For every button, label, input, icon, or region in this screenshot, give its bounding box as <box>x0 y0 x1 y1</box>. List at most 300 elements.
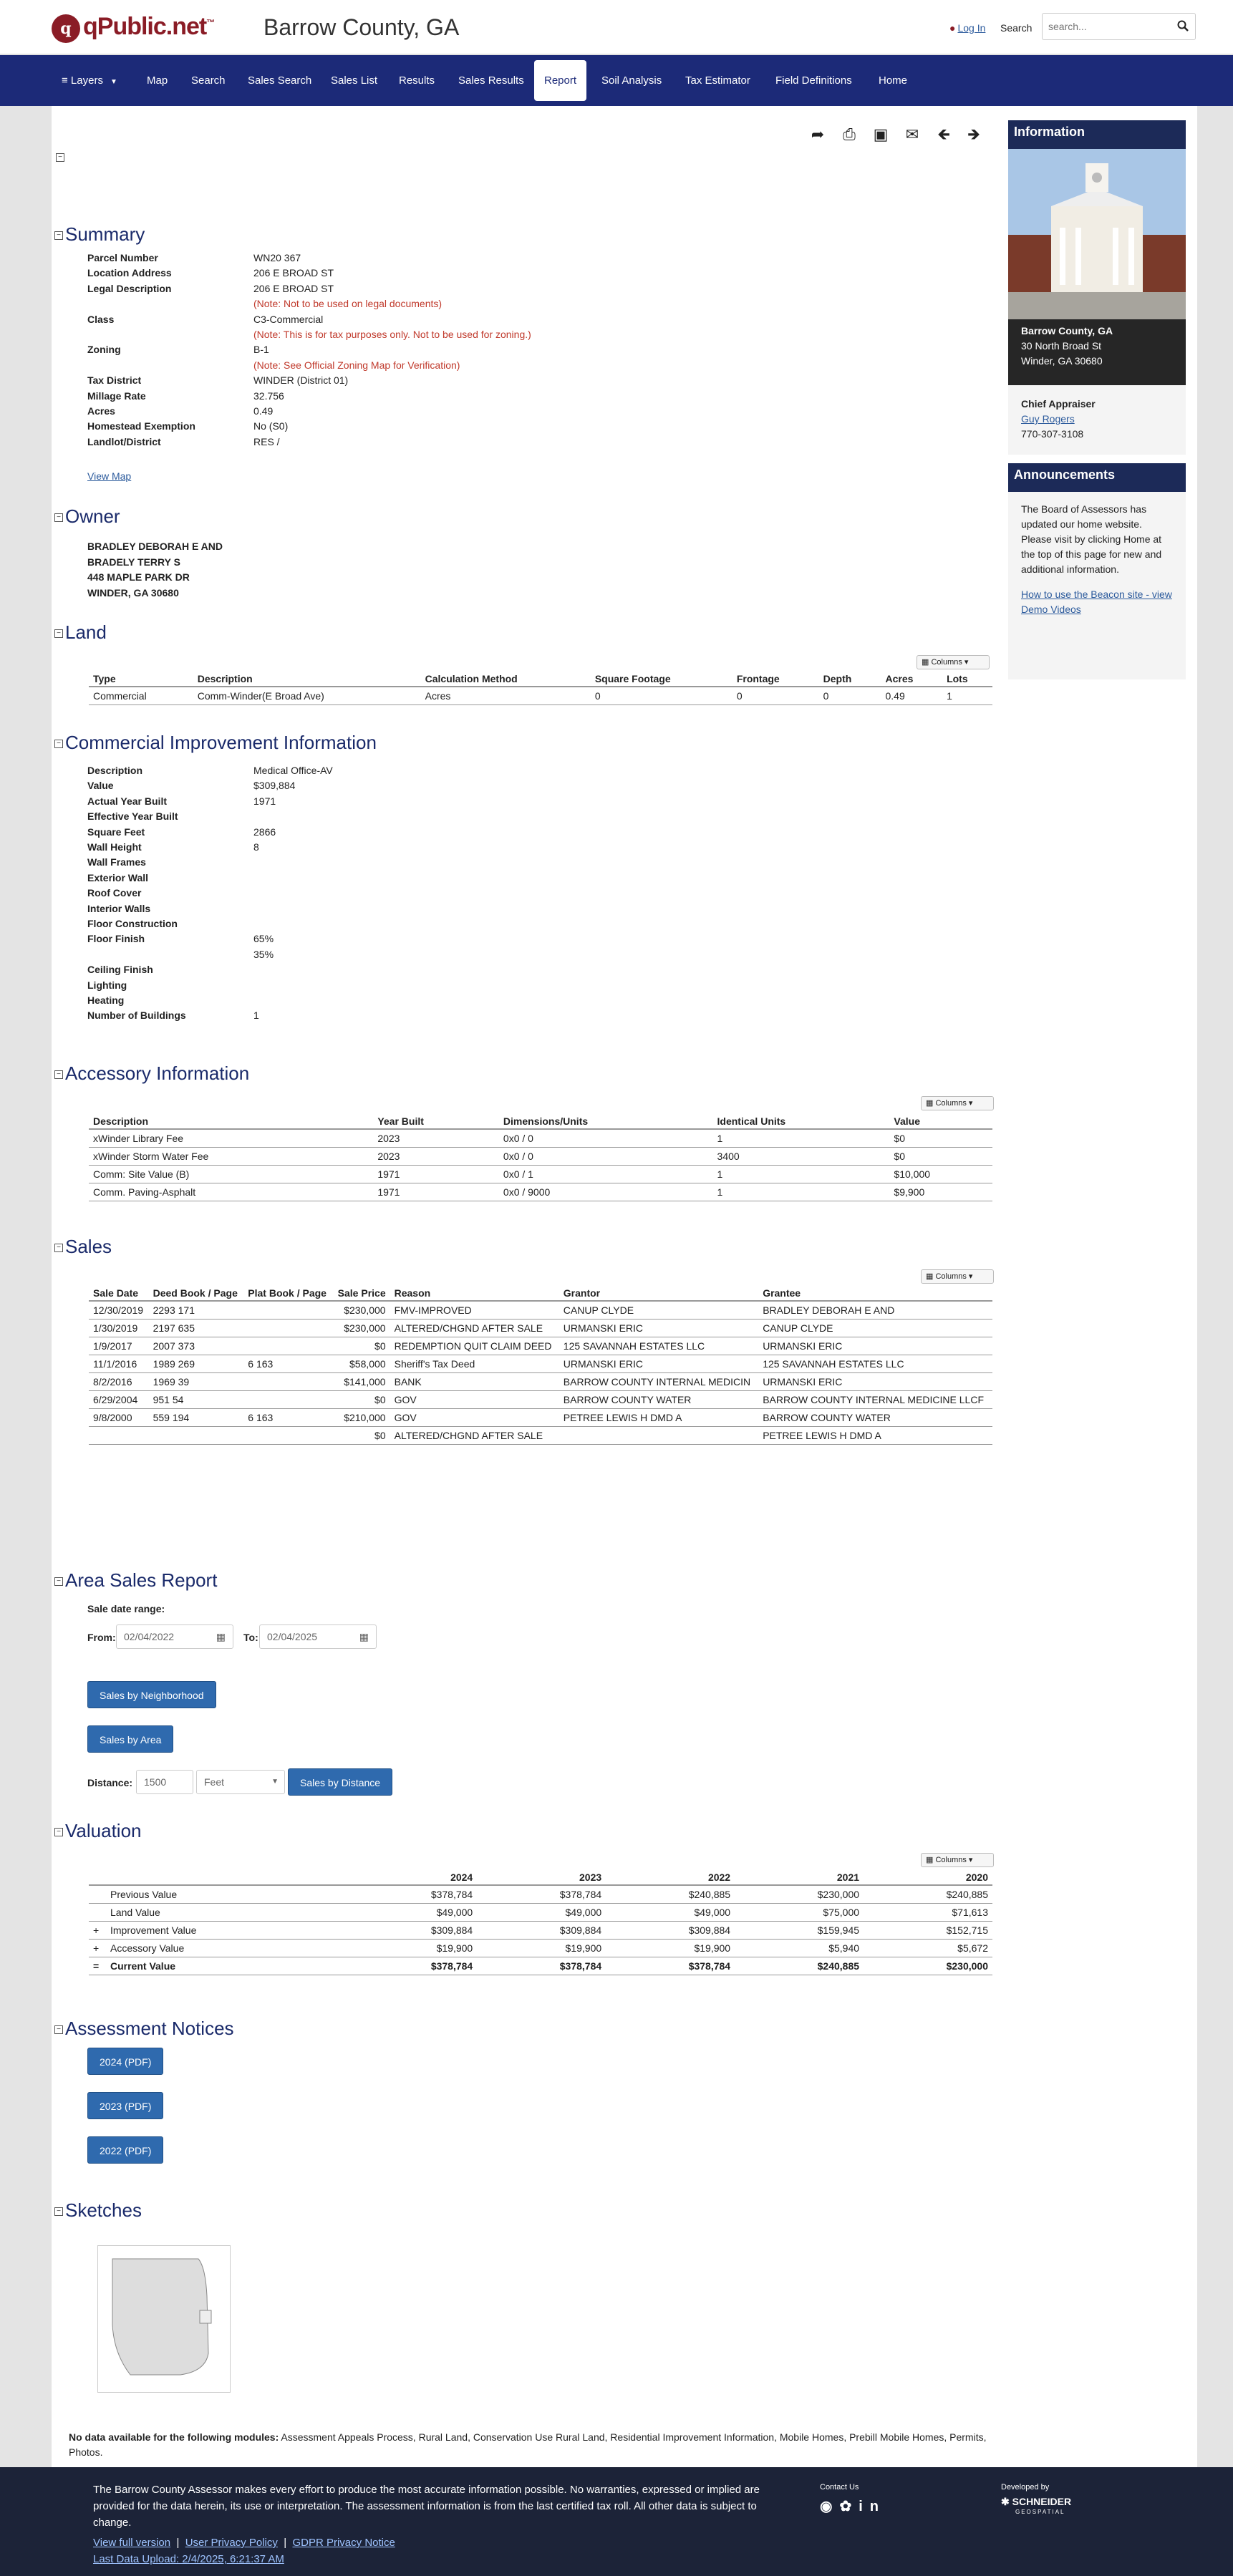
site-footer <box>0 2467 1233 2576</box>
valuation-value: $49,000 <box>348 1904 477 1922</box>
operator: + <box>89 1940 106 1957</box>
valuation-heading[interactable] <box>54 1820 142 1842</box>
table-cell: 8/2/2016 <box>89 1373 149 1391</box>
valuation-value: $240,885 <box>864 1885 992 1904</box>
column-header[interactable]: Plat Book / Page <box>243 1286 332 1301</box>
sale-row <box>89 1373 992 1391</box>
commercial-key: Number of Buildings <box>87 1009 186 1022</box>
owner-heading[interactable] <box>54 505 120 528</box>
table-cell: 2293 171 <box>149 1301 244 1320</box>
table-cell: 125 SAVANNAH ESTATES LLC <box>758 1355 992 1373</box>
area-sales-title: Area Sales Report <box>65 1569 218 1591</box>
collapse-icon[interactable]: − <box>54 1577 63 1586</box>
table-cell: 0x0 / 0 <box>499 1129 713 1148</box>
sale-row <box>89 1409 992 1427</box>
table-cell: PETREE LEWIS H DMD A <box>559 1409 758 1427</box>
sketch-thumbnail[interactable] <box>97 2245 231 2393</box>
login-link[interactable] <box>949 22 985 34</box>
summary-value: 206 E BROAD ST <box>253 267 334 279</box>
operator <box>89 1885 106 1904</box>
site-logo[interactable] <box>83 13 214 41</box>
appraiser-name-link[interactable]: Guy Rogers <box>1021 413 1075 425</box>
column-header[interactable]: Deed Book / Page <box>149 1286 244 1301</box>
summary-key: Acres <box>87 405 115 417</box>
summary-value: No (S0) <box>253 420 289 432</box>
table-cell: 125 SAVANNAH ESTATES LLC <box>559 1337 758 1355</box>
distance-unit-select[interactable] <box>196 1770 285 1794</box>
table-cell: BARROW COUNTY INTERNAL MEDICINE LLCF <box>758 1391 992 1409</box>
collapse-icon[interactable]: − <box>54 740 63 748</box>
operator: = <box>89 1957 106 1975</box>
table-cell: CANUP CLYDE <box>559 1301 758 1320</box>
commercial-key: Effective Year Built <box>87 810 178 823</box>
table-cell: BANK <box>390 1373 559 1391</box>
print-icon[interactable]: ⎙ <box>843 125 856 143</box>
commercial-key: Interior Walls <box>87 902 151 914</box>
table-cell: 11/1/2016 <box>89 1355 149 1373</box>
table-cell: Comm-Winder(E Broad Ave) <box>193 687 421 705</box>
user-icon: ● <box>949 22 956 34</box>
column-header[interactable]: Year Built <box>373 1114 499 1129</box>
nav-search[interactable]: Search <box>191 74 226 87</box>
valuation-value: $159,945 <box>735 1922 864 1940</box>
notices-heading[interactable] <box>54 2018 234 2040</box>
notice-2022-button[interactable]: 2022 (PDF) <box>87 2136 163 2164</box>
column-header[interactable]: Description <box>89 1114 373 1129</box>
table-cell: ALTERED/CHGND AFTER SALE <box>390 1427 559 1445</box>
table-cell: $10,000 <box>889 1166 992 1183</box>
summary-key: Tax District <box>87 374 142 387</box>
commercial-heading[interactable] <box>54 732 377 754</box>
nav-map[interactable]: Map <box>147 74 168 87</box>
table-cell: 6 163 <box>243 1409 332 1427</box>
summary-key: Class <box>87 313 115 325</box>
logo-icon[interactable]: q <box>52 14 80 43</box>
table-cell: 1989 269 <box>149 1355 244 1373</box>
page-container <box>52 106 1197 2469</box>
summary-value: WINDER (District 01) <box>253 374 349 387</box>
table-cell: 1971 <box>373 1166 499 1183</box>
commercial-key: Description <box>87 765 143 776</box>
table-cell: BARROW COUNTY INTERNAL MEDICIN <box>559 1373 758 1391</box>
to-date-value: 02/04/2025 <box>267 1631 318 1642</box>
notices-title: Assessment Notices <box>65 2018 234 2039</box>
table-header-row <box>89 1286 992 1301</box>
column-header[interactable]: Description <box>193 672 421 687</box>
column-header[interactable]: Depth <box>819 672 881 687</box>
gdpr-link[interactable]: GDPR Privacy Notice <box>292 2537 395 2549</box>
column-header[interactable]: Grantor <box>559 1286 758 1301</box>
commercial-key: Ceiling Finish <box>87 964 153 976</box>
login-link-text[interactable]: Log In <box>957 22 986 34</box>
year-header: 2020 <box>864 1870 992 1885</box>
area-sales-heading[interactable] <box>54 1569 217 1592</box>
collapse-icon[interactable]: − <box>54 1828 63 1836</box>
column-header[interactable]: Grantee <box>758 1286 992 1301</box>
commercial-key: Floor Finish <box>87 933 145 945</box>
column-header[interactable]: Value <box>889 1114 992 1129</box>
from-date-input[interactable] <box>116 1624 233 1649</box>
valuation-row <box>89 1957 992 1975</box>
operator <box>89 1904 106 1922</box>
summary-value: C3-Commercial <box>253 313 324 325</box>
table-cell: $58,000 <box>332 1355 390 1373</box>
table-cell: PETREE LEWIS H DMD A <box>758 1427 992 1445</box>
valuation-table <box>89 1870 992 1975</box>
table-cell: Acres <box>421 687 591 705</box>
commercial-key: Square Feet <box>87 825 145 838</box>
valuation-value: $75,000 <box>735 1904 864 1922</box>
table-cell: 0x0 / 9000 <box>499 1183 713 1201</box>
sales-table <box>89 1286 992 1445</box>
column-header[interactable]: Sale Date <box>89 1286 149 1301</box>
valuation-value: $5,940 <box>735 1940 864 1957</box>
nav-report[interactable]: Report <box>534 60 586 101</box>
summary-key: Zoning <box>87 344 121 356</box>
courthouse-photo <box>1008 149 1186 385</box>
commercial-value: 65% <box>253 933 274 945</box>
table-cell <box>89 1427 149 1445</box>
photo-caption <box>1021 324 1113 369</box>
no-data-note <box>69 2430 992 2460</box>
accessory-row <box>89 1183 992 1201</box>
table-cell: Comm: Site Value (B) <box>89 1166 373 1183</box>
summary-key: Location Address <box>87 267 172 279</box>
sketches-heading[interactable] <box>54 2199 142 2222</box>
appraiser-phone: 770-307-3108 <box>1021 428 1084 440</box>
commercial-key: Exterior Wall <box>87 871 149 883</box>
commercial-key: Value <box>87 780 114 792</box>
sales-by-neighborhood-button[interactable]: Sales by Neighborhood <box>87 1681 216 1708</box>
accessory-row <box>89 1129 992 1148</box>
land-table <box>89 672 992 705</box>
year-header: 2024 <box>348 1870 477 1885</box>
accessory-title: Accessory Information <box>65 1062 250 1084</box>
columns-label: Columns <box>931 658 962 667</box>
from-date-value: 02/04/2022 <box>124 1631 175 1642</box>
image-icon[interactable]: ▣ <box>873 125 889 143</box>
table-cell <box>243 1391 332 1409</box>
chevron-down-icon: ▼ <box>110 78 117 86</box>
table-cell: 1969 39 <box>149 1373 244 1391</box>
column-header[interactable]: Acres <box>881 672 943 687</box>
announcement-text: The Board of Assessors has updated our home website. Please visit by clicking Home at the top of this page for new and additional information. <box>1021 503 1162 575</box>
nav-layers[interactable] <box>62 55 117 106</box>
notice-2023-button[interactable]: 2023 (PDF) <box>87 2092 163 2119</box>
valuation-value: $49,000 <box>606 1904 735 1922</box>
table-cell <box>149 1427 244 1445</box>
year-header: 2023 <box>477 1870 606 1885</box>
linkedin-icon[interactable]: in <box>859 2499 886 2514</box>
valuation-label: Current Value <box>106 1957 348 1975</box>
view-map-link[interactable]: View Map <box>87 470 132 482</box>
accessory-row <box>89 1166 992 1183</box>
table-cell: 3400 <box>713 1148 890 1166</box>
collapse-icon[interactable]: − <box>54 629 63 638</box>
distance-input[interactable]: 1500 <box>136 1770 193 1794</box>
summary-key: Millage Rate <box>87 389 146 402</box>
table-cell: CANUP CLYDE <box>758 1320 992 1337</box>
schneider-logo[interactable] <box>1001 2496 1071 2508</box>
column-header[interactable]: Reason <box>390 1286 559 1301</box>
year-header: 2021 <box>735 1870 864 1885</box>
sale-row <box>89 1355 992 1373</box>
search-label: Search <box>1000 22 1033 34</box>
land-columns-button[interactable]: ▦ Columns ▾ <box>917 655 990 669</box>
table-header-row <box>89 1870 992 1885</box>
table-cell: 559 194 <box>149 1409 244 1427</box>
table-cell: FMV-IMPROVED <box>390 1301 559 1320</box>
table-cell: xWinder Library Fee <box>89 1129 373 1148</box>
summary-value: 32.756 <box>253 389 284 402</box>
search-input[interactable] <box>1048 19 1163 34</box>
sale-row <box>89 1301 992 1320</box>
nav-field-definitions[interactable]: Field Definitions <box>775 74 852 87</box>
schneider-logo-icon: ✱ <box>1001 2496 1012 2507</box>
email-icon[interactable]: ✉ <box>905 125 919 143</box>
table-cell: 951 54 <box>149 1391 244 1409</box>
sales-by-distance-button[interactable]: Sales by Distance <box>288 1768 392 1796</box>
table-cell: 0 <box>819 687 881 705</box>
table-cell <box>243 1320 332 1337</box>
table-cell: $210,000 <box>332 1409 390 1427</box>
sketches-title: Sketches <box>65 2199 142 2221</box>
table-cell: 1 <box>713 1166 890 1183</box>
footer-disclaimer: The Barrow County Assessor makes every effort to produce the most accurate information possible. No warranties, expressed or implied are provided for the data herein, its use or interpretation. The assessment information is from the last certified tax roll. All other data is subject to change. <box>93 2484 760 2529</box>
table-cell: 1 <box>942 687 992 705</box>
nav-results[interactable]: Results <box>399 74 435 87</box>
column-header[interactable]: Identical Units <box>713 1114 890 1129</box>
valuation-value: $49,000 <box>477 1904 606 1922</box>
nav-sales-results[interactable]: Sales Results <box>458 74 524 87</box>
table-cell <box>243 1301 332 1320</box>
accessory-columns-button[interactable]: ▦ Columns ▾ <box>921 1096 994 1110</box>
valuation-value: $309,884 <box>348 1922 477 1940</box>
commercial-title: Commercial Improvement Information <box>65 732 377 753</box>
valuation-value: $19,900 <box>606 1940 735 1957</box>
nav-home[interactable]: Home <box>879 74 908 87</box>
table-cell: 0x0 / 0 <box>499 1148 713 1166</box>
owner-title: Owner <box>65 505 120 527</box>
summary-key: Landlot/District <box>87 435 161 447</box>
commercial-key: Wall Frames <box>87 856 146 868</box>
commercial-value: 2866 <box>253 825 276 838</box>
column-header[interactable]: Lots <box>942 672 992 687</box>
facebook-icon[interactable]: ◉ <box>820 2499 840 2514</box>
table-cell: 2023 <box>373 1129 499 1148</box>
table-cell: 0x0 / 1 <box>499 1166 713 1183</box>
sidebar <box>1008 120 1186 679</box>
collapse-icon[interactable]: − <box>54 1244 63 1252</box>
collapse-icon[interactable]: − <box>54 231 63 240</box>
social-icons <box>820 2497 886 2515</box>
table-cell: $9,900 <box>889 1183 992 1201</box>
columns-label: Columns <box>935 1272 967 1281</box>
land-title: Land <box>65 621 107 643</box>
column-header[interactable]: Calculation Method <box>421 672 591 687</box>
collapse-icon[interactable]: − <box>54 2207 63 2216</box>
valuation-label: Previous Value <box>106 1885 348 1904</box>
summary-key: Homestead Exemption <box>87 420 195 432</box>
caption-line: Winder, GA 30680 <box>1021 355 1103 367</box>
valuation-value: $152,715 <box>864 1922 992 1940</box>
caption-line: Barrow County, GA <box>1021 325 1113 336</box>
unit-value: Feet <box>204 1776 225 1788</box>
announcements-heading: Announcements <box>1008 463 1186 492</box>
valuation-value: $240,885 <box>606 1885 735 1904</box>
table-cell: $0 <box>332 1337 390 1355</box>
logo-text: qPublic.net <box>83 13 207 40</box>
table-cell: URMANSKI ERIC <box>559 1320 758 1337</box>
summary-value: RES / <box>253 435 280 447</box>
table-cell: 12/30/2019 <box>89 1301 149 1320</box>
summary-value: 0.49 <box>253 405 274 417</box>
chevron-down-icon: ▼ <box>271 1778 279 1786</box>
commercial-key: Wall Height <box>87 841 142 853</box>
sales-by-area-button[interactable]: Sales by Area <box>87 1725 173 1753</box>
nav-sales-list[interactable]: Sales List <box>331 74 378 87</box>
footer-links: View full version | User Privacy Policy | GDPR Privacy Notice Last Data Upload: 2/4/2025, 6:21:37 AM <box>93 2537 395 2565</box>
column-header[interactable]: Frontage <box>732 672 819 687</box>
table-cell: URMANSKI ERIC <box>758 1337 992 1355</box>
table-cell <box>559 1427 758 1445</box>
no-data-label: No data available for the following modules: <box>69 2431 279 2443</box>
valuation-value: $230,000 <box>735 1885 864 1904</box>
nav-soil-analysis[interactable]: Soil Analysis <box>601 74 662 87</box>
commercial-value: Medical Office-AV <box>253 765 333 776</box>
schneider-name: SCHNEIDER <box>1012 2496 1072 2507</box>
valuation-label: Improvement Value <box>106 1922 348 1940</box>
county-title: Barrow County, GA <box>263 14 460 40</box>
summary-value: 206 E BROAD ST <box>253 282 334 294</box>
to-label: To: <box>243 1632 258 1643</box>
logo-trademark: ™ <box>206 17 215 28</box>
valuation-row <box>89 1922 992 1940</box>
sale-row <box>89 1337 992 1355</box>
commercial-key: Heating <box>87 994 125 1006</box>
table-cell: 0 <box>732 687 819 705</box>
appraiser-title: Chief Appraiser <box>1021 398 1096 410</box>
valuation-value: $378,784 <box>606 1957 735 1975</box>
appraiser-block <box>1008 385 1186 455</box>
column-header[interactable]: Dimensions/Units <box>499 1114 713 1129</box>
arrow-left-icon[interactable]: 🡸 <box>937 125 950 143</box>
accessory-heading[interactable] <box>54 1062 249 1085</box>
twitter-icon[interactable]: ✿ <box>839 2499 859 2514</box>
table-cell: 0 <box>591 687 732 705</box>
contact-label: Contact Us <box>820 2483 859 2492</box>
share-icon[interactable]: ➦ <box>811 125 825 143</box>
distance-label: Distance: <box>87 1777 133 1788</box>
to-date-input[interactable] <box>259 1624 377 1649</box>
table-cell: $230,000 <box>332 1320 390 1337</box>
main-nav <box>0 55 1233 106</box>
collapse-all-icon[interactable]: − <box>56 153 64 162</box>
table-cell: 2197 635 <box>149 1320 244 1337</box>
valuation-value: $309,884 <box>477 1922 606 1940</box>
valuation-label: Land Value <box>106 1904 348 1922</box>
developed-label: Developed by <box>1001 2483 1050 2492</box>
column-header[interactable]: Type <box>89 672 193 687</box>
operator: + <box>89 1922 106 1940</box>
summary-value: (Note: See Official Zoning Map for Verification) <box>253 359 460 371</box>
arrow-right-icon[interactable]: 🡺 <box>967 125 980 143</box>
collapse-icon[interactable]: − <box>54 1070 63 1079</box>
table-cell: 0.49 <box>881 687 943 705</box>
sales-heading[interactable] <box>54 1236 112 1258</box>
summary-value: (Note: This is for tax purposes only. Not to be used for zoning.) <box>253 329 531 340</box>
owner-line: 448 MAPLE PARK DR <box>87 571 190 583</box>
calendar-icon: ▦ <box>359 1631 369 1642</box>
sketch-drawing <box>98 2246 230 2392</box>
column-header[interactable]: Sale Price <box>332 1286 390 1301</box>
sale-date-range-label: Sale date range: <box>87 1603 165 1614</box>
report-content <box>52 106 997 2469</box>
sales-columns-button[interactable]: ▦ Columns ▾ <box>921 1269 994 1284</box>
table-cell: xWinder Storm Water Fee <box>89 1148 373 1166</box>
summary-value: WN20 367 <box>253 252 301 263</box>
table-cell: $141,000 <box>332 1373 390 1391</box>
summary-title: Summary <box>65 223 145 245</box>
valuation-label: Accessory Value <box>106 1940 348 1957</box>
last-upload-link[interactable]: Last Data Upload: 2/4/2025, 6:21:37 AM <box>93 2553 284 2565</box>
owner-line: BRADLEY DEBORAH E AND <box>87 541 223 552</box>
privacy-policy-link[interactable]: User Privacy Policy <box>185 2537 278 2549</box>
sales-title: Sales <box>65 1236 112 1257</box>
collapse-icon[interactable]: − <box>54 513 63 522</box>
table-cell: 2007 373 <box>149 1337 244 1355</box>
land-heading[interactable] <box>54 621 107 644</box>
table-cell: BRADLEY DEBORAH E AND <box>758 1301 992 1320</box>
table-cell: Sheriff's Tax Deed <box>390 1355 559 1373</box>
column-header[interactable]: Square Footage <box>591 672 732 687</box>
table-cell: $0 <box>889 1129 992 1148</box>
valuation-columns-button[interactable]: ▦ Columns ▾ <box>921 1853 994 1867</box>
table-cell: GOV <box>390 1409 559 1427</box>
valuation-value: $378,784 <box>348 1957 477 1975</box>
collapse-icon[interactable]: − <box>54 2025 63 2034</box>
search-box <box>1042 13 1196 40</box>
table-cell: Commercial <box>89 687 193 705</box>
nav-tax-estimator[interactable]: Tax Estimator <box>685 74 750 87</box>
table-cell: $0 <box>332 1391 390 1409</box>
summary-value: B-1 <box>253 344 269 356</box>
demo-videos-link[interactable]: How to use the Beacon site - view Demo Videos <box>1021 589 1172 615</box>
site-header <box>0 0 1233 54</box>
table-header-row <box>89 1114 992 1129</box>
valuation-value: $378,784 <box>477 1885 606 1904</box>
commercial-value: 1 <box>253 1009 259 1022</box>
notice-2024-button[interactable]: 2024 (PDF) <box>87 2048 163 2075</box>
summary-heading[interactable] <box>54 223 145 246</box>
table-cell: URMANSKI ERIC <box>559 1355 758 1373</box>
table-cell: ALTERED/CHGND AFTER SALE <box>390 1320 559 1337</box>
commercial-value: $309,884 <box>253 780 296 792</box>
valuation-value: $5,672 <box>864 1940 992 1957</box>
valuation-value: $378,784 <box>348 1885 477 1904</box>
commercial-value: 8 <box>253 841 259 853</box>
table-cell: 9/8/2000 <box>89 1409 149 1427</box>
table-cell: 1/9/2017 <box>89 1337 149 1355</box>
nav-sales-search[interactable]: Sales Search <box>248 74 312 87</box>
search-button[interactable] <box>1175 19 1191 34</box>
table-cell <box>243 1337 332 1355</box>
table-cell: Comm. Paving-Asphalt <box>89 1183 373 1201</box>
owner-address <box>87 539 223 601</box>
full-version-link[interactable]: View full version <box>93 2537 171 2549</box>
valuation-value: $240,885 <box>735 1957 864 1975</box>
commercial-key: Lighting <box>87 979 127 991</box>
